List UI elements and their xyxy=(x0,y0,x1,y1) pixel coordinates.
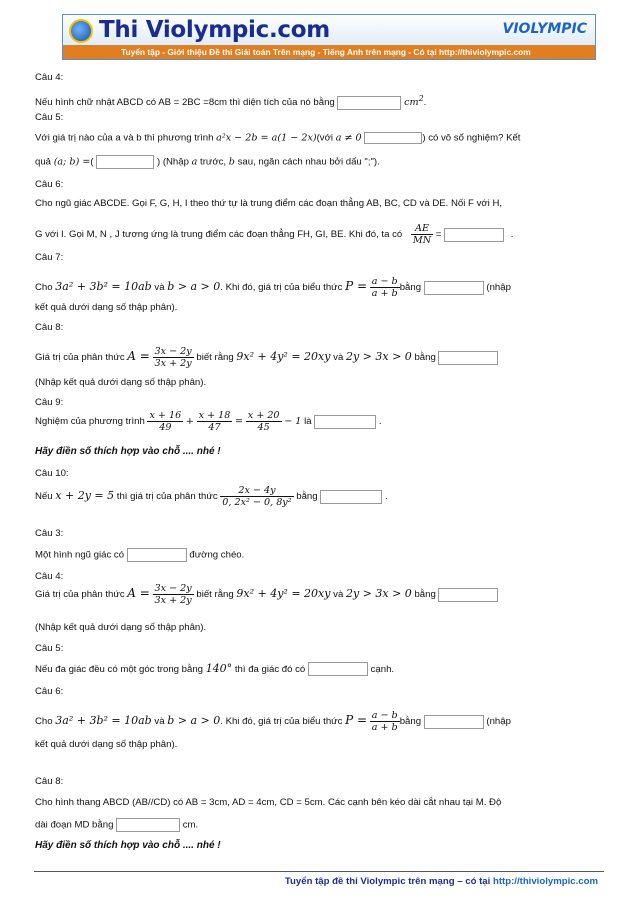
q8a-line2: (Nhập kết quả dưới dạng số thập phân). xyxy=(35,377,207,388)
fill-instruction: Hãy điền số thích hợp vào chỗ .... nhé ! xyxy=(35,840,221,851)
fraction: $\frac{3x - 2y}{3x + 2y}$ xyxy=(154,346,192,369)
answer-input[interactable] xyxy=(314,415,376,429)
q8a-label: Câu 8: xyxy=(35,322,64,333)
q4b-line1: Giá trị của phân thức A = $\frac{3x - 2y}{3x + 2y}$ biết rằng 9x² + 4y² = 20xy và 2y > 3x > 0 bằng xyxy=(35,583,498,606)
fill-instruction: Hãy điền số thích hợp vào chỗ .... nhé ! xyxy=(35,446,221,457)
q6a-line1: Cho ngũ giác ABCDE. Gọi F, G, H, I theo thứ tự là trung điểm các đoạn thẳng AB, BC, CD và DE. Nối F với H, xyxy=(35,198,503,209)
q10-label: Câu 10: xyxy=(35,468,69,479)
logo-emblem-icon xyxy=(69,19,93,43)
q5a-label: Câu 5: xyxy=(35,112,64,123)
fraction: $\frac{x + 18}{47}$ xyxy=(198,410,231,433)
q6b-label: Câu 6: xyxy=(35,686,64,697)
answer-input[interactable] xyxy=(96,155,154,169)
q4b-label: Câu 4: xyxy=(35,571,64,582)
banner-tagline: Tuyển tập - Giới thiệu Đề thi Giải toán Trên mạng - Tiếng Anh trên mạng - Có tại http://thiviolympic.com xyxy=(63,45,595,59)
q4b-line2: (Nhập kết quả dưới dạng số thập phân). xyxy=(35,622,207,633)
q4a-label: Câu 4: xyxy=(35,72,64,83)
q9a-label: Câu 9: xyxy=(35,397,64,408)
q8b-line2: dài đoạn MD bằng cm. xyxy=(35,819,199,831)
q3-line1: Một hình ngũ giác có đường chéo. xyxy=(35,549,245,561)
violympic-brand: VIOLYMPIC xyxy=(502,21,587,37)
footer-link[interactable]: http://thiviolympic.com xyxy=(492,876,598,887)
q5b-line1: Nếu đa giác đều có một góc trong bằng 140° thì đa giác đó có cạnh. xyxy=(35,662,395,675)
answer-input[interactable] xyxy=(424,281,484,295)
answer-input[interactable] xyxy=(320,490,382,504)
answer-input[interactable] xyxy=(444,228,504,242)
q6b-line2: kết quả dưới dạng số thập phân). xyxy=(35,739,178,750)
answer-input[interactable] xyxy=(116,818,180,832)
q5b-label: Câu 5: xyxy=(35,643,64,654)
fraction: $\frac{3x - 2y}{3x + 2y}$ xyxy=(154,583,192,606)
q5a-line2: quả (a; b) =( ) (Nhập a trước, b sau, ngăn cách nhau bởi dấu ";"). xyxy=(35,156,380,168)
fraction: $\frac{x + 20}{45}$ xyxy=(247,410,280,433)
answer-input[interactable] xyxy=(438,588,498,602)
q9a-line1: Nghiệm của phương trình $\frac{x + 16}{49}$ + $\frac{x + 18}{47}$ = $\frac{x + 20}{45}$ − 1 là . xyxy=(35,410,382,433)
answer-input[interactable] xyxy=(424,715,484,729)
q8a-line1: Giá trị của phân thức A = $\frac{3x - 2y}{3x + 2y}$ biết rằng 9x² + 4y² = 20xy và 2y > 3x > 0 bằng xyxy=(35,346,498,369)
q6b-line1: Cho 3a² + 3b² = 10ab và b > a > 0. Khi đó, giá trị của biểu thức P = $\frac{a - b}{a + b}$ bằng (nhập xyxy=(35,710,511,733)
fraction: $\frac{2x - 4y}{\text{0, 2x² − 0, 8y²}}$ xyxy=(222,485,292,508)
answer-input[interactable] xyxy=(127,548,187,562)
q4a-line: Nếu hình chữ nhật ABCD có AB = 2BC =8cm thì diện tích của nó bằng $cm^2$. xyxy=(35,94,427,109)
answer-input[interactable] xyxy=(337,96,401,110)
site-logo: Thi Violympic.com xyxy=(99,17,330,43)
q10-line1: Nếu x + 2y = 5 thì giá trị của phân thức $\frac{2x - 4y}{\text{0, 2x² − 0, 8y²}}$ bằng . xyxy=(35,485,388,508)
fraction: $\frac{AE}{MN}$ xyxy=(412,223,432,246)
q7a-label: Câu 7: xyxy=(35,252,64,263)
fraction: $\frac{x + 16}{49}$ xyxy=(149,410,182,433)
q5a-line1: Với giá trị nào của a và b thì phương trình a²x − 2b = a(1 − 2x)(với a ≠ 0 ) có vô số nghiệm? Kết xyxy=(35,132,521,144)
unit: $cm^2$ xyxy=(404,94,424,109)
footer: Tuyển tập đề thi Violympic trên mạng – có tại http://thiviolympic.com xyxy=(284,876,598,887)
fraction: $\frac{a - b}{a + b}$ xyxy=(371,276,398,299)
q3-label: Câu 3: xyxy=(35,528,64,539)
header-banner xyxy=(62,14,596,60)
q6a-label: Câu 6: xyxy=(35,179,64,190)
footer-divider xyxy=(34,871,604,872)
answer-input[interactable] xyxy=(364,132,422,144)
answer-input[interactable] xyxy=(308,662,368,676)
q8b-line1: Cho hình thang ABCD (AB//CD) có AB = 3cm, AD = 4cm, CD = 5cm. Các cạnh bên kéo dài cắt nhau tại M. Độ xyxy=(35,797,502,808)
q6a-line2: G với I. Gọi M, N , J tương ứng là trung điểm các đoạn thẳng FH, GI, BE. Khi đó, ta có $\frac{AE}{MN}$ = . xyxy=(35,223,514,246)
answer-input[interactable] xyxy=(438,351,498,365)
q8b-label: Câu 8: xyxy=(35,776,64,787)
q7a-line2: kết quả dưới dạng số thập phân). xyxy=(35,302,178,313)
q7a-line1: Cho 3a² + 3b² = 10ab và b > a > 0. Khi đó, giá trị của biểu thức P = $\frac{a - b}{a + b}$ bằng (nhập xyxy=(35,276,511,299)
fraction: $\frac{a - b}{a + b}$ xyxy=(371,710,398,733)
